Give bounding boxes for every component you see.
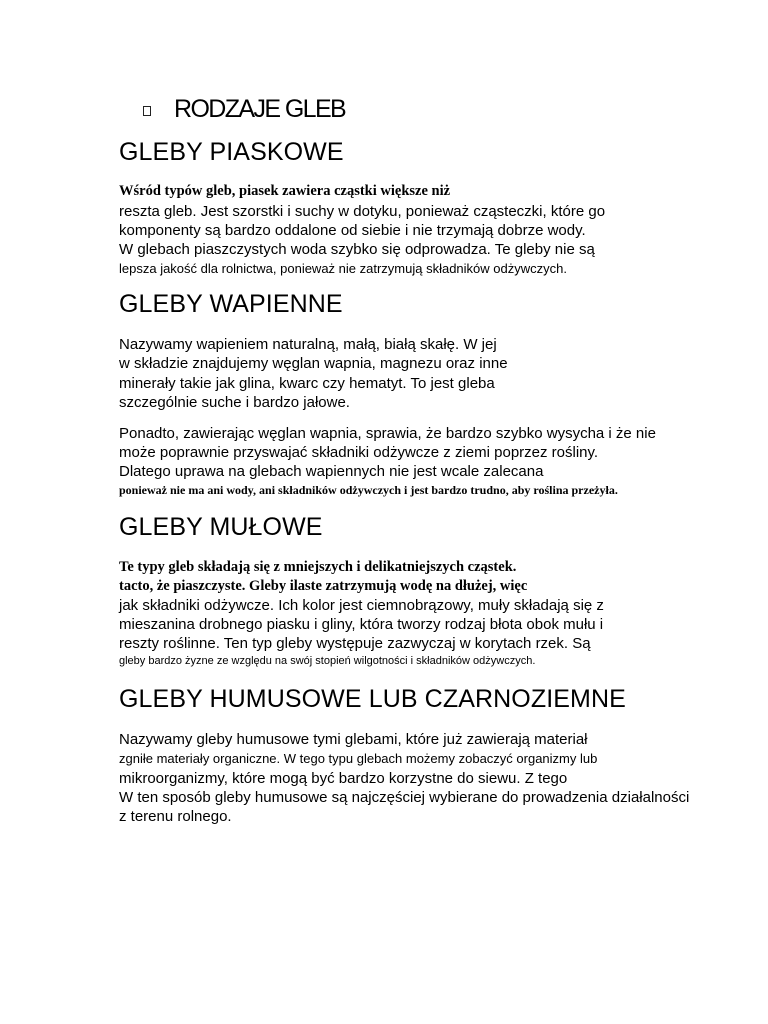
paragraph-line: Dlatego uprawa na glebach wapiennych nie jest wcale zalecana xyxy=(119,463,544,480)
paragraph-line: jak składniki odżywcze. Ich kolor jest ciemnobrązowy, muły składają się z xyxy=(119,597,604,614)
paragraph-line: z terenu rolnego. xyxy=(119,808,232,825)
paragraph-line: ponieważ nie ma ani wody, ani składników odżywczych i jest bardzo trudno, aby roślina przeżyła. xyxy=(119,483,618,497)
paragraph-line: mieszanina drobnego piasku i gliny, która tworzy rodzaj błota obok mułu i xyxy=(119,616,604,633)
paragraph-line: Te typy gleb składają się z mniejszych i delikatniejszych cząstek. xyxy=(119,559,517,575)
paragraph-line: mikroorganizmy, które mogą być bardzo korzystne do siewu. Z tego xyxy=(119,770,568,787)
paragraph-line: tacto, że piaszczyste. Gleby ilaste zatrzymują wodę na dłużej, więc xyxy=(119,578,528,594)
document-title xyxy=(143,92,345,126)
paragraph-line: może poprawnie przyswajać składniki odżywcze z ziemi poprzez rośliny. xyxy=(119,444,599,461)
paragraph-line: lepsza jakość dla rolnictwa, ponieważ nie zatrzymują składników odżywczych. xyxy=(119,261,567,276)
paragraph-line: Nazywamy wapieniem naturalną, małą, białą skałę. W jej xyxy=(119,336,497,353)
bullet-box-icon xyxy=(143,106,151,116)
paragraph-line: reszta gleb. Jest szorstki i suchy w dotyku, ponieważ cząsteczki, które go xyxy=(119,203,606,220)
paragraph-line: Nazywamy gleby humusowe tymi glebami, które już zawierają materiał xyxy=(119,731,588,748)
paragraph-line: zgniłe materiały organiczne. W tego typu glebach możemy zobaczyć organizmy lub xyxy=(119,751,598,766)
paragraph-line: Ponadto, zawierając węglan wapnia, sprawia, że bardzo szybko wysycha i że nie xyxy=(119,425,656,442)
paragraph-line: W glebach piaszczystych woda szybko się odprowadza. Te gleby nie są xyxy=(119,241,595,258)
section-heading-piaskowe: GLEBY PIASKOWE xyxy=(119,138,344,166)
section-heading-mulowe: GLEBY MUŁOWE xyxy=(119,513,323,541)
section-heading-wapienne: GLEBY WAPIENNE xyxy=(119,290,343,318)
paragraph-line: minerały takie jak glina, kwarc czy hematyt. To jest gleba xyxy=(119,375,495,392)
paragraph-line: szczególnie suche i bardzo jałowe. xyxy=(119,394,350,411)
paragraph-line: Wśród typów gleb, piasek zawiera cząstki większe niż xyxy=(119,183,451,199)
paragraph-line: reszty roślinne. Ten typ gleby występuje zazwyczaj w korytach rzek. Są xyxy=(119,635,591,652)
paragraph-line: komponenty są bardzo oddalone od siebie i nie trzymają dobrze wody. xyxy=(119,222,586,239)
document-title-text: RODZAJE GLEB xyxy=(174,94,346,123)
paragraph-line: W ten sposób gleby humusowe są najczęściej wybierane do prowadzenia działalności xyxy=(119,789,690,806)
paragraph-line: w składzie znajdujemy węglan wapnia, magnezu oraz inne xyxy=(119,355,508,372)
section-heading-humusowe: GLEBY HUMUSOWE LUB CZARNOZIEMNE xyxy=(119,685,626,713)
paragraph-line: gleby bardzo żyzne ze względu na swój stopień wilgotności i składników odżywczych. xyxy=(119,655,536,667)
